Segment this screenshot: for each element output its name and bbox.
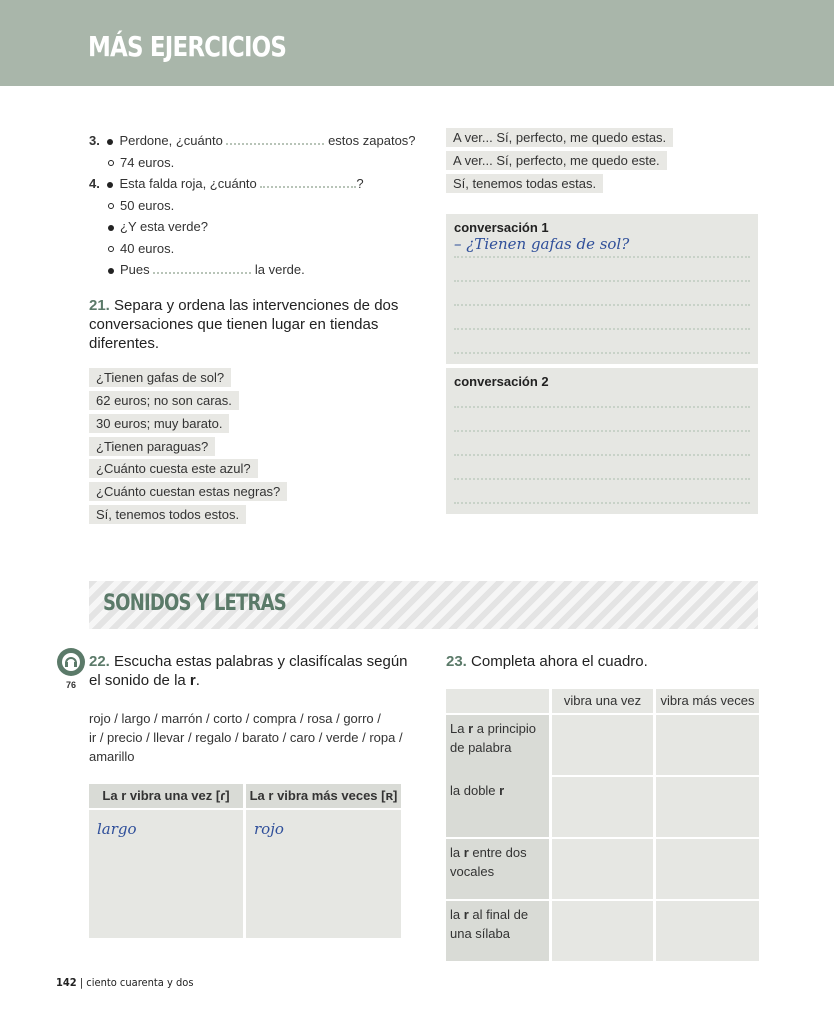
dialogue-text: ?	[356, 176, 364, 191]
row-label	[446, 901, 549, 961]
dialogue-text: 40 euros.	[120, 240, 175, 256]
answer-line[interactable]	[454, 256, 750, 258]
row-label-text: a principio de palabra	[450, 721, 537, 755]
dialogue-text: Perdone, ¿cuánto	[119, 133, 223, 148]
item4-line1	[89, 173, 429, 195]
handwritten-answer: rojo	[254, 820, 284, 838]
dialogue-text: 74 euros.	[120, 154, 175, 170]
answer-cell[interactable]	[89, 810, 243, 938]
dialogue-text: Esta falda roja, ¿cuánto	[119, 176, 257, 191]
item-number: 3.	[89, 133, 100, 148]
bullet-icon	[107, 182, 113, 188]
blank-field[interactable]	[260, 174, 356, 188]
panel-title: conversación 2	[454, 374, 549, 389]
conversation-chip[interactable]: Sí, tenemos todos estos.	[89, 505, 246, 524]
column-header: vibra una vez	[552, 689, 653, 713]
row-label-text: la	[450, 845, 464, 860]
panel-title: conversación 1	[454, 220, 549, 235]
answer-line[interactable]	[454, 430, 750, 432]
answer-line[interactable]	[454, 328, 750, 330]
section-title: SONIDOS Y LETRAS	[103, 591, 286, 616]
completion-table	[446, 689, 759, 961]
conversation-chip[interactable]: ¿Cuánto cuestan estas negras?	[89, 482, 287, 501]
bullet-icon	[107, 139, 113, 145]
answer-line[interactable]	[454, 478, 750, 480]
dialogue-text: 50 euros.	[120, 197, 175, 213]
dialogue-text: Pues	[120, 262, 150, 277]
page-footer	[56, 976, 193, 989]
dialogue-text: estos zapatos?	[328, 133, 416, 148]
page-title: MÁS EJERCICIOS	[88, 30, 287, 63]
instruction-text: Separa y ordena las intervenciones de dos conversaciones que tienen lugar en tiendas diferentes.	[89, 297, 399, 352]
row-label-bold: r	[499, 783, 505, 798]
answer-cell[interactable]	[552, 901, 653, 961]
answer-cell[interactable]	[552, 777, 653, 837]
exercise22-instruction	[89, 652, 409, 690]
conversation-chip[interactable]: A ver... Sí, perfecto, me quedo estas.	[446, 128, 673, 147]
page-number-text: | ciento cuarenta y dos	[79, 976, 194, 989]
row-label-text: La	[450, 721, 469, 736]
row-label-text: al final de una sílaba	[450, 907, 529, 941]
conversation-chip[interactable]: ¿Tienen paraguas?	[89, 437, 215, 456]
row-label	[446, 839, 549, 899]
conversation-chip[interactable]: ¿Tienen gafas de sol?	[89, 368, 231, 387]
instruction-text: .	[195, 672, 200, 689]
word-list-line: ir / precio / llevar / regalo / barato / caro / verde / ropa /	[89, 730, 403, 745]
exercise21-instruction	[89, 296, 399, 353]
answer-cell[interactable]	[246, 810, 401, 938]
word-list-line: amarillo	[89, 749, 135, 764]
row-label-bold: r	[468, 721, 474, 736]
audio-track-number: 76	[66, 680, 77, 690]
headphones-icon	[57, 648, 85, 676]
row-label	[446, 777, 549, 837]
conversation-chip[interactable]: 62 euros; no son caras.	[89, 391, 239, 410]
answer-cell[interactable]	[656, 839, 759, 899]
answer-cell[interactable]	[552, 839, 653, 899]
row-label-text: la doble	[450, 783, 500, 798]
conversation-chip[interactable]: 30 euros; muy barato.	[89, 414, 229, 433]
conversation2-panel	[446, 368, 758, 514]
section-banner	[89, 581, 758, 629]
row-label-text: la	[450, 907, 464, 922]
bullet-icon	[108, 268, 114, 274]
classification-table	[89, 784, 401, 938]
answer-cell[interactable]	[656, 777, 759, 837]
instruction-text: Completa ahora el cuadro.	[471, 653, 648, 670]
blank-field[interactable]	[153, 260, 251, 274]
exercise-number: 21.	[89, 297, 110, 314]
page-number: 142	[56, 976, 77, 989]
blank-field[interactable]	[226, 131, 324, 145]
corner-cell	[446, 689, 549, 713]
bullet-icon	[108, 225, 114, 231]
item4-line5	[89, 259, 429, 281]
answer-line[interactable]	[454, 406, 750, 408]
answer-line[interactable]	[454, 280, 750, 282]
column-header: vibra más veces	[656, 689, 759, 713]
answer-line[interactable]	[454, 454, 750, 456]
open-bullet-icon	[108, 246, 114, 252]
exercise-number: 23.	[446, 653, 467, 670]
exercise-number: 22.	[89, 653, 110, 670]
dialogue-text: ¿Y esta verde?	[120, 219, 208, 234]
instruction-text: Escucha estas palabras y clasifícalas según el sonido de la	[89, 653, 408, 689]
conversation-chip[interactable]: Sí, tenemos todas estas.	[446, 174, 603, 193]
handwritten-answer: – ¿Tienen gafas de sol?	[454, 235, 630, 253]
audio-icon[interactable]	[57, 648, 85, 676]
conversation-chip[interactable]: ¿Cuánto cuesta este azul?	[89, 459, 258, 478]
column-header: La r vibra una vez [ɾ]	[89, 784, 243, 808]
instruction-text-bold: r	[189, 672, 196, 689]
item4-line4	[89, 238, 429, 260]
page-header	[0, 0, 834, 86]
column-header: La r vibra más veces [ʀ]	[246, 784, 401, 808]
item3-line1	[89, 130, 429, 152]
handwritten-answer: largo	[97, 820, 137, 838]
row-label-text: entre dos vocales	[450, 845, 527, 879]
dialogue-exercise	[89, 130, 429, 281]
answer-cell[interactable]	[656, 715, 759, 775]
answer-line[interactable]	[454, 352, 750, 354]
item4-line3	[89, 216, 429, 238]
open-bullet-icon	[108, 203, 114, 209]
row-label-bold: r	[463, 907, 469, 922]
row-label-bold: r	[463, 845, 469, 860]
item3-line2	[89, 152, 429, 174]
dialogue-text: la verde.	[254, 262, 305, 277]
row-label	[446, 715, 549, 783]
answer-cell[interactable]	[656, 901, 759, 961]
conversation-chip[interactable]: A ver... Sí, perfecto, me quedo este.	[446, 151, 667, 170]
item4-line2	[89, 195, 429, 217]
answer-line[interactable]	[454, 304, 750, 306]
item-number: 4.	[89, 176, 100, 191]
open-bullet-icon	[108, 160, 114, 166]
word-list-line: rojo / largo / marrón / corto / compra / rosa / gorro /	[89, 711, 381, 726]
word-list	[89, 709, 409, 766]
exercise23-instruction	[446, 652, 648, 671]
answer-line[interactable]	[454, 502, 750, 504]
conversation1-panel	[446, 214, 758, 364]
answer-cell[interactable]	[552, 715, 653, 775]
